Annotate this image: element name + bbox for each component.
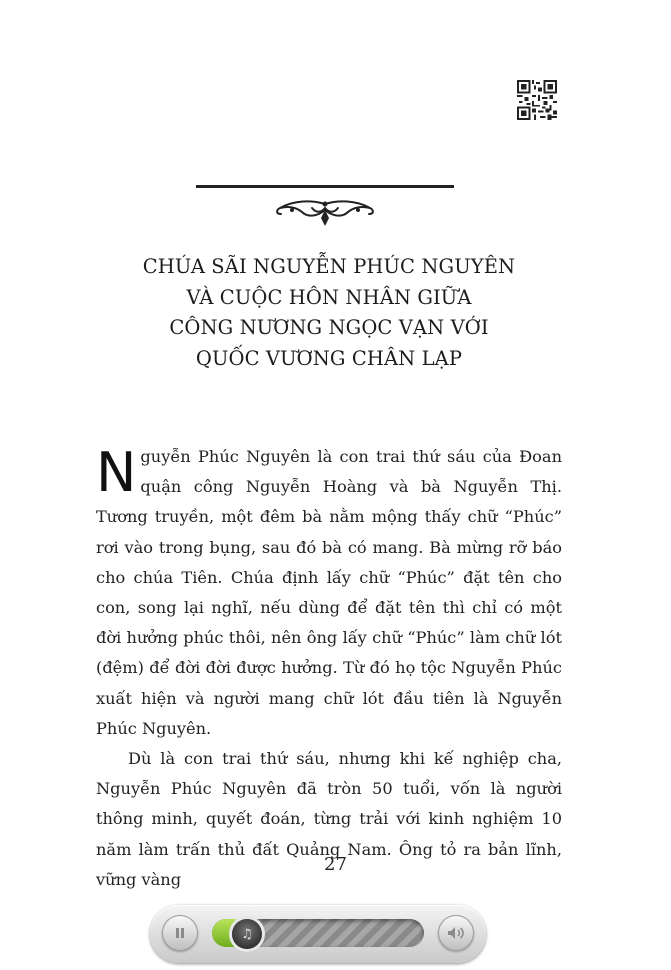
body-text [96,442,562,895]
music-note-icon: ♫ [241,926,253,942]
chapter-title [96,252,562,374]
audio-player [150,905,486,963]
title-rule [196,185,454,188]
paragraph-2: Dù là con trai thứ sáu, nhưng khi kế nghiệp cha, Nguyễn Phúc Nguyên đã tròn 50 tuổi, vốn là người thông minh, quyết đoán, từng trải với kinh nghiệm 10 năm làm trấn thủ đất Quảng Nam. Ông tỏ ra bản lĩnh, vững vàng [96,749,562,889]
pause-button[interactable] [162,915,198,951]
title-line-1: CHÚA SÃI NGUYỄN PHÚC NGUYÊN [142,255,516,278]
paragraph-1-text: guyễn Phúc Nguyên là con trai thứ sáu của Đoan quận công Nguyễn Hoàng và bà Nguyễn Thị. Tương truyền, một đêm bà nằm mộng thấy chữ “Phúc” rơi vào trong bụng, sau đó bà có mang. Bà mừng rỡ báo cho chúa Tiên. Chúa định lấy chữ “Phúc” đặt tên cho con, song lại nghĩ, nếu dùng để đặt tên thì chỉ có một đời hưởng phúc thôi, nên ông lấy chữ “Phúc” làm chữ lót (đệm) để đời đời được hưởng. Từ đó họ tộc Nguyễn Phúc xuất hiện và người mang chữ lót đầu tiên là Nguyễn Phúc Nguyên. [96,447,562,738]
page-number: 27 [324,854,347,875]
volume-button[interactable] [438,915,474,951]
qr-code-icon [517,80,557,120]
flourish-ornament-icon [272,196,378,230]
title-line-3: CÔNG NƯƠNG NGỌC VẠN VỚI [169,316,489,339]
paragraph-1 [96,442,562,744]
volume-icon [447,926,465,940]
progress-knob[interactable] [232,919,262,949]
pause-icon [173,926,187,940]
title-line-4: QUỐC VƯƠNG CHÂN LẠP [195,346,463,370]
drop-cap: N [96,441,137,504]
title-line-2: VÀ CUỘC HÔN NHÂN GIỮA [186,285,472,309]
